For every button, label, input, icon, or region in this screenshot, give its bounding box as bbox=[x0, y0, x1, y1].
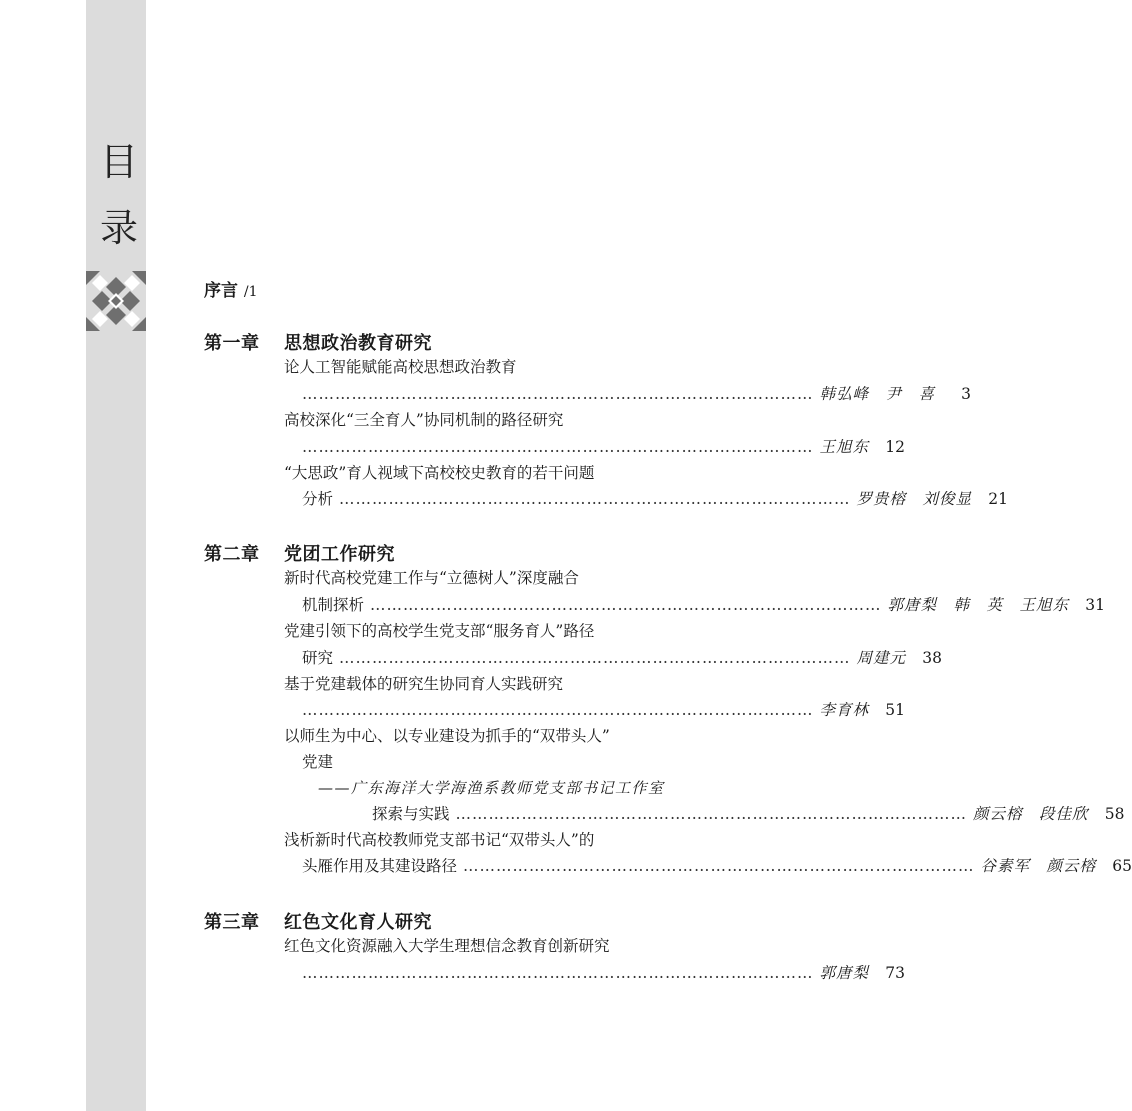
preface-entry[interactable] bbox=[204, 276, 258, 301]
entry-title[interactable]: 论人工智能赋能高校思想政治教育 bbox=[284, 358, 517, 376]
entry-title-continuation: 研究 bbox=[302, 649, 334, 667]
leader-dots: ………………………………………………………………………………… bbox=[339, 490, 851, 508]
entry-dotline bbox=[302, 488, 1009, 510]
entry-page: 38 bbox=[922, 649, 943, 667]
leader-dots: ………………………………………………………………………………… bbox=[370, 596, 882, 614]
leader-dots: ………………………………………………………………………………… bbox=[339, 649, 851, 667]
entry-title[interactable]: 高校深化“三全育人”协同机制的路径研究 bbox=[284, 411, 564, 429]
contents-title-char-1: 目 bbox=[100, 140, 139, 184]
entry-author: 李育林 bbox=[819, 701, 870, 719]
entry-title[interactable]: “大思政”育人视域下高校校史教育的若干问题 bbox=[284, 464, 595, 482]
chapter-title: 思想政治教育研究 bbox=[284, 333, 432, 354]
leader-dots: ………………………………………………………………………………… bbox=[463, 857, 975, 875]
entry-dotline bbox=[302, 855, 1132, 877]
entry-dotline bbox=[302, 594, 1106, 616]
chapter-1-heading[interactable] bbox=[204, 329, 432, 355]
entry-title-continuation: 头雁作用及其建设路径 bbox=[302, 857, 458, 875]
entry-page: 31 bbox=[1085, 596, 1106, 614]
contents-title-char-2: 录 bbox=[100, 206, 139, 250]
entry-dotline bbox=[302, 962, 906, 984]
entry-subtitle: ——广东海洋大学海渔系教师党支部书记工作室 bbox=[318, 779, 665, 797]
entry-dotline bbox=[302, 699, 906, 721]
chapter-title: 党团工作研究 bbox=[284, 544, 395, 565]
entry-page: 65 bbox=[1112, 857, 1132, 875]
entry-title-continuation: 机制探析 bbox=[302, 596, 365, 614]
entry-page: 21 bbox=[988, 490, 1009, 508]
chapter-number: 第二章 bbox=[204, 544, 260, 565]
entry-author: 周建元 bbox=[856, 649, 907, 667]
leader-dots: ………………………………………………………………………………… bbox=[302, 385, 814, 403]
entry-author: 罗贵榕 刘俊显 bbox=[856, 490, 973, 508]
entry-dotline bbox=[302, 436, 906, 458]
entry-author: 颜云榕 段佳欣 bbox=[973, 805, 1089, 823]
leader-dots: ………………………………………………………………………………… bbox=[302, 964, 814, 982]
entry-title-continuation: 分析 bbox=[302, 490, 334, 508]
entry-title-continuation: 探索与实践 bbox=[372, 805, 450, 823]
entry-author: 郭唐梨 韩 英 王旭东 bbox=[887, 596, 1070, 614]
entry-page: 73 bbox=[885, 964, 906, 982]
entry-page: 12 bbox=[885, 438, 906, 456]
chapter-3-heading[interactable] bbox=[204, 908, 432, 934]
lattice-ornament-icon bbox=[86, 271, 146, 331]
entry-author: 谷素军 颜云榕 bbox=[980, 857, 1097, 875]
entry-dotline bbox=[372, 803, 1125, 825]
chapter-number: 第三章 bbox=[204, 912, 260, 933]
entry-page: 58 bbox=[1104, 805, 1125, 823]
entry-dotline bbox=[302, 383, 972, 405]
entry-author: 韩弘峰 尹 喜 bbox=[819, 385, 936, 403]
entry-title[interactable]: 基于党建载体的研究生协同育人实践研究 bbox=[284, 675, 564, 693]
leader-dots: ………………………………………………………………………………… bbox=[302, 438, 814, 456]
preface-page: /1 bbox=[243, 284, 258, 300]
preface-label: 序言 bbox=[204, 281, 238, 301]
entry-dotline bbox=[302, 647, 943, 669]
entry-author: 郭唐梨 bbox=[819, 964, 870, 982]
chapter-number: 第一章 bbox=[204, 333, 260, 354]
entry-title[interactable]: 新时代高校党建工作与“立德树人”深度融合 bbox=[284, 569, 579, 587]
chapter-title: 红色文化育人研究 bbox=[284, 912, 432, 933]
entry-title-line-2: 党建 bbox=[302, 753, 334, 771]
leader-dots: ………………………………………………………………………………… bbox=[455, 805, 968, 823]
entry-title[interactable]: 以师生为中心、以专业建设为抓手的“双带头人” bbox=[284, 727, 610, 745]
chapter-2-heading[interactable] bbox=[204, 540, 395, 566]
entry-title[interactable]: 红色文化资源融入大学生理想信念教育创新研究 bbox=[284, 937, 610, 955]
entry-title[interactable]: 党建引领下的高校学生党支部“服务育人”路径 bbox=[284, 622, 595, 640]
entry-page: 51 bbox=[885, 701, 906, 719]
entry-page: 3 bbox=[961, 385, 972, 403]
entry-title[interactable]: 浅析新时代高校教师党支部书记“双带头人”的 bbox=[284, 831, 595, 849]
entry-author: 王旭东 bbox=[819, 438, 870, 456]
leader-dots: ………………………………………………………………………………… bbox=[302, 701, 814, 719]
